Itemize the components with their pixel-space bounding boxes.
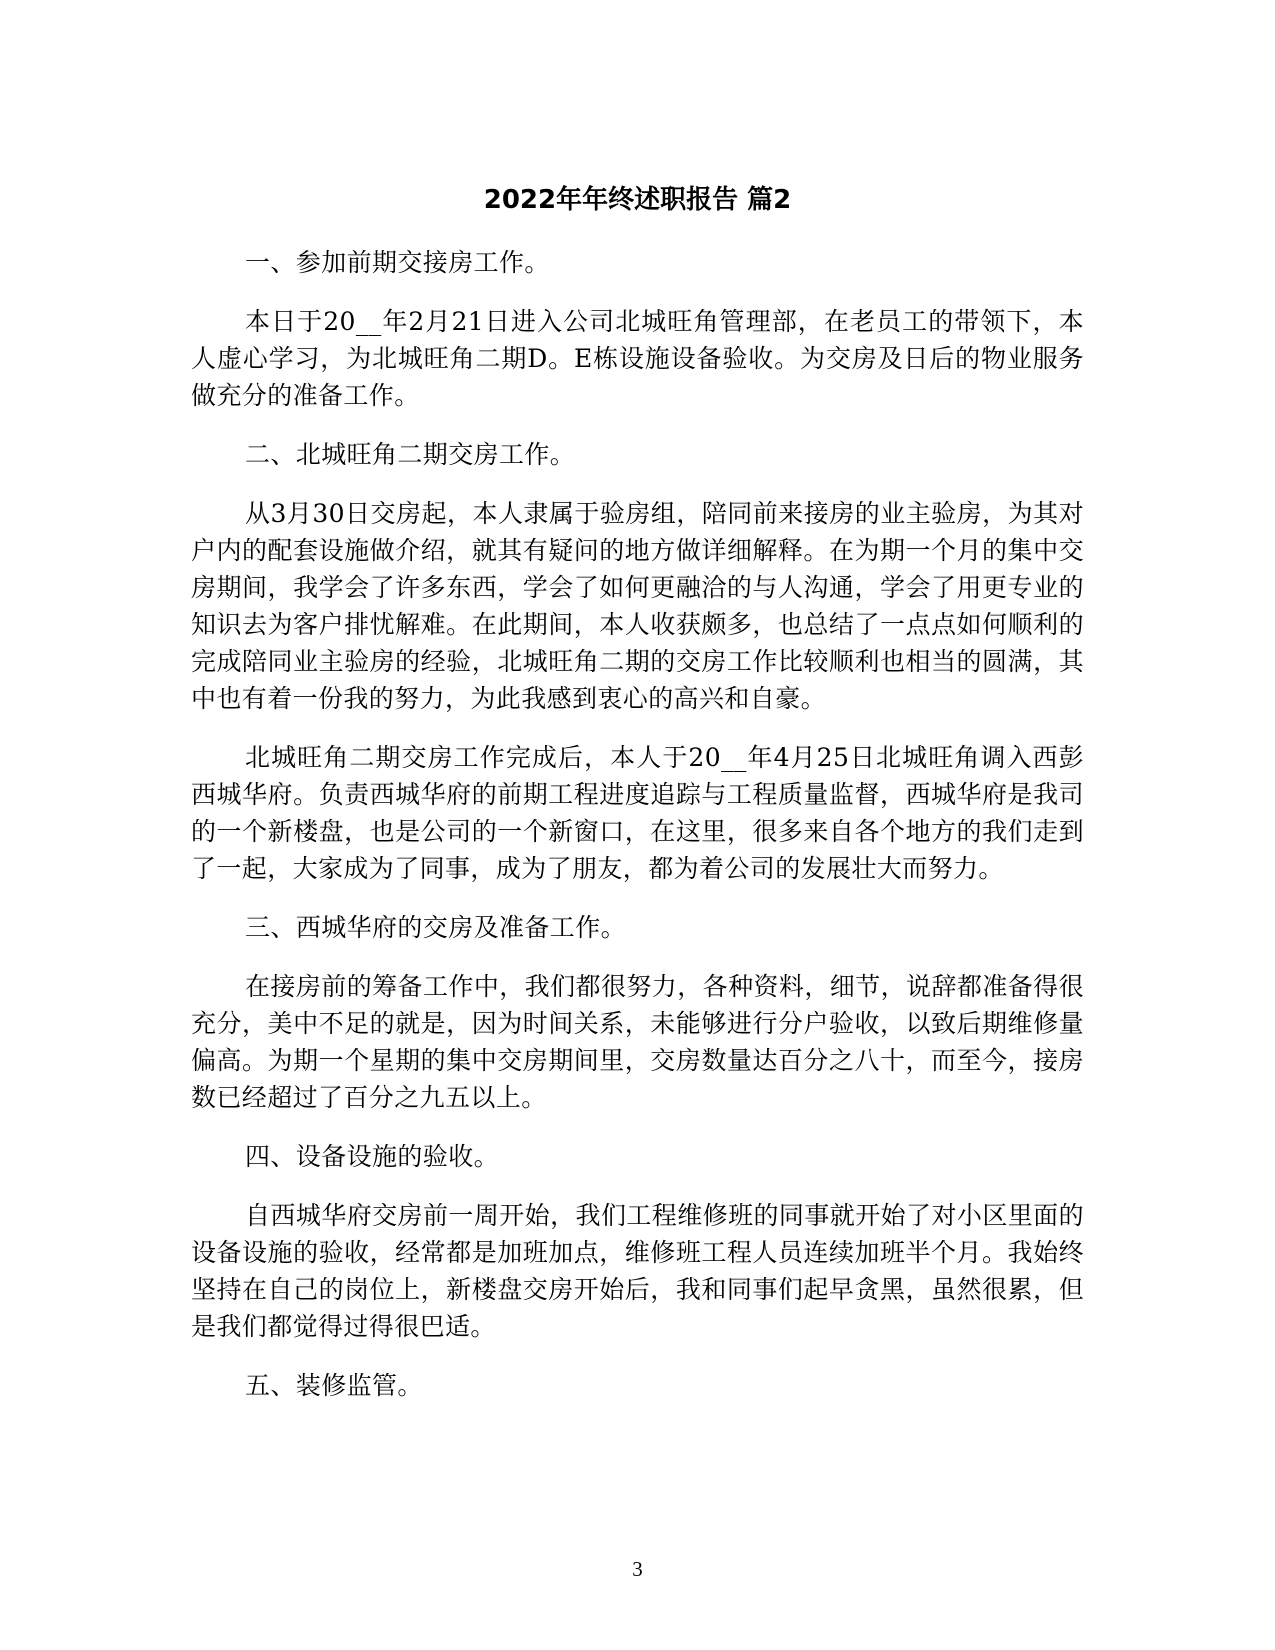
paragraph-spacer: [191, 281, 1084, 303]
page-number: 3: [632, 1557, 643, 1581]
paragraph-1: 本日于20__年2月21日进入公司北城旺角管理部，在老员工的带领下，本人虚心学习，为北城旺角二期D。E栋设施设备验收。为交房及日后的物业服务做充分的准备工作。: [191, 307, 1084, 410]
section-heading-2: 二、北城旺角二期交房工作。: [245, 440, 576, 469]
paragraph-3: 北城旺角二期交房工作完成后，本人于20__年4月25日北城旺角调入西彭西城华府。负责西城华府的前期工程进度追踪与工程质量监督，西城华府是我司的一个新楼盘，也是公司的一个新窗口，在这里，很多来自各个地方的我们走到了一起，大家成为了同事，成为了朋友，都为着公司的发展壮大而努力。: [191, 743, 1084, 883]
title-spacer: [191, 222, 1084, 244]
paragraph-5: 自西城华府交房前一周开始，我们工程维修班的同事就开始了对小区里面的设备设施的验收，经常都是加班加点，维修班工程人员连续加班半个月。我始终坚持在自己的岗位上，新楼盘交房开始后，我和同事们起早贪黑，虽然很累，但是我们都觉得过得很巴适。: [191, 1201, 1084, 1341]
section-heading-3: 三、西城华府的交房及准备工作。: [245, 913, 627, 942]
paragraph-spacer: [191, 1345, 1084, 1367]
paragraph-spacer: [191, 1175, 1084, 1197]
paragraph-spacer: [191, 717, 1084, 739]
paragraph-spacer: [191, 473, 1084, 495]
section-heading-5: 五、装修监管。: [245, 1371, 423, 1400]
paragraph-spacer: [191, 887, 1084, 909]
paragraph-spacer: [191, 946, 1084, 968]
paragraph-spacer: [191, 414, 1084, 436]
paragraph-spacer: [191, 1116, 1084, 1138]
paragraph-2: 从3月30日交房起，本人隶属于验房组，陪同前来接房的业主验房，为其对户内的配套设施做介绍，就其有疑问的地方做详细解释。在为期一个月的集中交房期间，我学会了许多东西，学会了如何更融洽的与人沟通，学会了用更专业的知识去为客户排忧解难。在此期间，本人收获颇多，也总结了一点点如何顺利的完成陪同业主验房的经验，北城旺角二期的交房工作比较顺利也相当的圆满，其中也有着一份我的努力，为此我感到衷心的高兴和自豪。: [191, 499, 1084, 713]
document-title: 2022年年终述职报告 篇2: [483, 185, 792, 215]
paragraph-4: 在接房前的筹备工作中，我们都很努力，各种资料，细节，说辞都准备得很充分，美中不足的就是，因为时间关系，未能够进行分户验收，以致后期维修量偏高。为期一个星期的集中交房期间里，交房数量达百分之八十，而至今，接房数已经超过了百分之九五以上。: [191, 972, 1084, 1112]
section-heading-1: 一、参加前期交接房工作。: [245, 248, 550, 277]
section-heading-4: 四、设备设施的验收。: [245, 1142, 500, 1171]
document-body: [191, 178, 1084, 1404]
